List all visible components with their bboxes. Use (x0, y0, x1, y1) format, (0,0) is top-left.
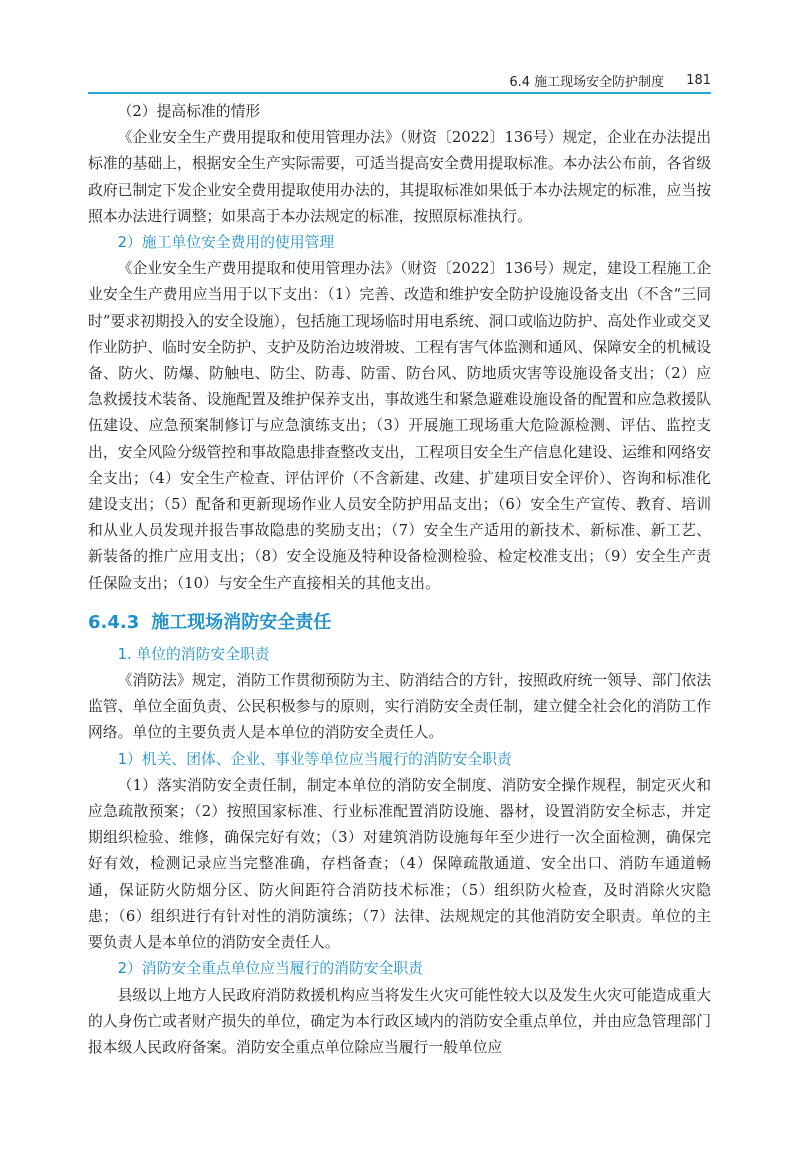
section-number: 6.4.3 (88, 611, 140, 633)
header-rule (88, 92, 711, 94)
page-number: 181 (686, 72, 711, 88)
paragraph-org-duties: （1）落实消防安全责任制，制定本单位的消防安全制度、消防安全操作规程，制定灭火和应急疏散预案；（2）按照国家标准、行业标准配置消防设施、器材，设置消防安全标志，并定期组织检验、维修，确保完好有效；（3）对建筑消防设施每年至少进行一次全面检测，确保完好有效，检测记录应当完整准确，存档备查；（4）保障疏散通道、安全出口、消防车通道畅通，保证防火防烟分区、防火间距符合消防技术标准；（5）组织防火检查，及时消除火灾隐患；（6）组织进行有针对性的消防演练；（7）法律、法规规定的其他消防安全职责。单位的主要负责人是本单位的消防安全责任人。 (88, 776, 711, 952)
section-title: 施工现场消防安全责任 (151, 611, 332, 633)
header-section-title: 6.4 施工现场安全防护制度 (509, 74, 665, 90)
subheading-org-duties: 1）机关、团体、企业、事业等单位应当履行的消防安全职责 (117, 750, 512, 768)
subheading-unit-duties: 1. 单位的消防安全职责 (117, 645, 270, 663)
running-header (88, 68, 711, 92)
subheading-fee-usage: 2）施工单位安全费用的使用管理 (117, 234, 335, 252)
paragraph-fee-usage: 《企业安全生产费用提取和使用管理办法》（财资〔2022〕136号）规定，建设工程施工企业安全生产费用应当用于以下支出：（1）完善、改造和维护安全防护设施设备支出（不含“三同时”要求初期投入的安全设施），包括施工现场临时用电系统、洞口或临边防护、高处作业或交叉作业防护、临时安全防护、支护及防治边坡滑坡、工程有害气体监测和通风、保障安全的机械设备、防火、防爆、防触电、防尘、防毒、防雷、防台风、防地质灾害等设施设备支出；（2）应急救援技术装备、设施配置及维护保养支出，事故逃生和紧急避难设施设备的配置和应急救援队伍建设、应急预案制修订与应急演练支出；（3）开展施工现场重大危险源检测、评估、监控支出，安全风险分级管控和事故隐患排查整改支出，工程项目安全生产信息化建设、运维和网络安全支出；（4）安全生产检查、评估评价（不含新建、改建、扩建项目安全评价）、咨询和标准化建设支出；（5）配备和更新现场作业人员安全防护用品支出；（6）安全生产宣传、教育、培训和从业人员发现并报告事故隐患的奖励支出；（7）安全生产适用的新技术、新标准、新工艺、新装备的推广应用支出；（8）安全设施及特种设备检测检验、检定校准支出；（9）安全生产责任保险支出；（10）与安全生产直接相关的其他支出。 (88, 260, 711, 592)
subheading-key-unit-duties: 2）消防安全重点单位应当履行的消防安全职责 (117, 960, 423, 978)
paragraph-raise-standard: 《企业安全生产费用提取和使用管理办法》（财资〔2022〕136号）规定，企业在办法提出标准的基础上，根据安全生产实际需要，可适当提高安全费用提取标准。本办法公布前，各省级政府已制定下发企业安全费用提取使用办法的，其提取标准如果低于本办法规定的标准，应当按照本办法进行调整；如果高于本办法规定的标准，按照原标准执行。 (88, 129, 711, 225)
page-body (88, 99, 711, 1061)
paragraph-fire-law: 《消防法》规定，消防工作贯彻预防为主、防消结合的方针，按照政府统一领导、部门依法监管、单位全面负责、公民积极参与的原则，实行消防安全责任制，建立健全社会化的消防工作网络。单位的主要负责人是本单位的消防安全责任人。 (88, 672, 711, 742)
paragraph-key-unit-duties: 县级以上地方人民政府消防救援机构应当将发生火灾可能性较大以及发生火灾可能造成重大的人身伤亡或者财产损失的单位，确定为本行政区域内的消防安全重点单位，并由应急管理部门报本级人民政府备案。消防安全重点单位除应当履行一般单位应 (88, 986, 711, 1056)
section-heading (88, 608, 711, 638)
subheading-raise-standard: （2）提高标准的情形 (117, 103, 261, 120)
